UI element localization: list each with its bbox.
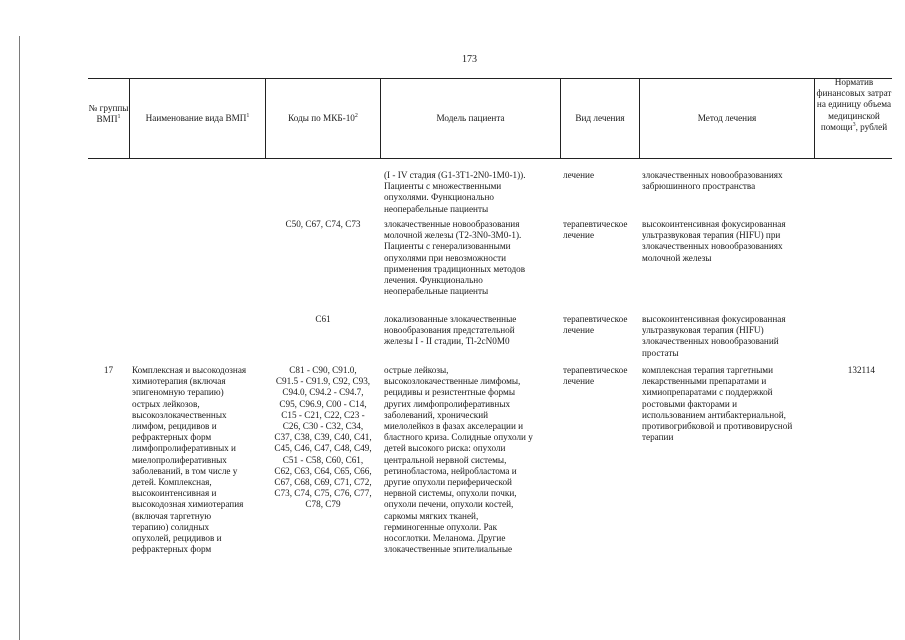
header-bottom-rule: [88, 158, 892, 159]
row-method: злокачественных новообразованиях забрюшинного пространства: [642, 170, 783, 192]
row-cost: 132114: [847, 365, 875, 375]
header-treatment-type: Вид лечения: [575, 113, 625, 123]
row-codes: C61: [315, 314, 331, 324]
row-codes: C81 - C90, C91.0, C91.5 - C91.9, C92, C93, C94.0, C94.2 - C94.7, C95, C96.9, C00 - C14, C15 - C21, C22, C23 - C26, C30 - C32, C34, C37, C38, C39, C40, C41, C45, C46, C47, C48, C49, C51 - C58, C60, C61, C62, C63, C64, C65, C66, C67, C68, C69, C71, C72, C73, C74, C75, C76, C77, C78, C79: [274, 365, 372, 510]
header-method: Метод лечения: [697, 113, 757, 123]
header-codes: Коды по МКБ-$10^2$: [288, 112, 358, 123]
header-group-no: № группы ВМП$^1$: [88, 103, 129, 125]
row-treatment: лечение: [563, 170, 595, 180]
row-codes: C50, C67, C74, C73: [285, 219, 361, 229]
page-number: 173: [462, 54, 477, 65]
header-top-rule: [88, 78, 892, 79]
row-treatment: терапевтическое лечение: [563, 314, 628, 336]
row-model: (I - IV стадия (G1-3T1-2N0-1M0-1)). Пациенты с множественными опухолями. Функционально неоперабельные пациенты: [384, 170, 526, 214]
row-group-no: 17: [103, 365, 114, 375]
row-method: высокоинтенсивная фокусированная ультразвуковая терапия (HIFU) злокачественных новообразований простаты: [642, 314, 786, 358]
header-norm: Норматив финансовых затрат на единицу объема медицинской помощи$^3$, рублей: [816, 77, 892, 132]
row-model: локализованные злокачественные новообразования предстательной железы I - II стадии, Tl-2cN0M0: [384, 314, 517, 347]
page-left-edge: [19, 36, 20, 640]
row-treatment: терапевтическое лечение: [563, 219, 628, 241]
row-method: комплексная терапия таргетными лекарственными препаратами и химиопрепаратами с поддержкой ростовыми факторами и использованием антибактериальной, противогрибковой и противовирусной терапии: [642, 365, 793, 443]
row-name: Комплексная и высокодозная химиотерапия (включая эпигеномную терапию) острых лейкозов, высокозлокачественных лимфом, рецидивов и рефрактерных форм лимфопролиферативных и миелопролиферативных заболеваний, в том числе у детей. Комплексная, высокоинтенсивная и высокодозная химиотерапия (включая таргетную терапию) солидных опухолей, рецидивов и рефрактерных форм: [132, 365, 247, 555]
row-model: острые лейкозы, высокозлокачественные лимфомы, рецидивы и резистентные формы других лимфопролиферативных заболеваний, хронический миелолейкоз в фазах акселерации и бластного криза. Солидные опухоли у детей высокого риска: опухоли центральной нервной системы, ретинобластома, нейробластома и другие опухоли периферической нервной системы, опухоли почки, опухоли печени, опухоли костей, саркомы мягких тканей, герминогенные опухоли. Рак носоглотки. Меланома. Другие злокачественные эпителиальные: [384, 365, 533, 555]
row-model: злокачественные новообразования молочной железы (T2-3N0-3M0-1). Пациенты с генерализованными опухолями при невозможности применения традиционных методов лечения. Функционально неоперабельные пациенты: [384, 219, 526, 297]
header-name: Наименование вида ВМП$^1$: [145, 112, 250, 123]
header-model: Модель пациента: [436, 113, 505, 123]
row-method: высокоинтенсивная фокусированная ультразвуковая терапия (HIFU) при злокачественных новообразованиях молочной железы: [642, 219, 786, 263]
row-treatment: терапевтическое лечение: [563, 365, 628, 387]
